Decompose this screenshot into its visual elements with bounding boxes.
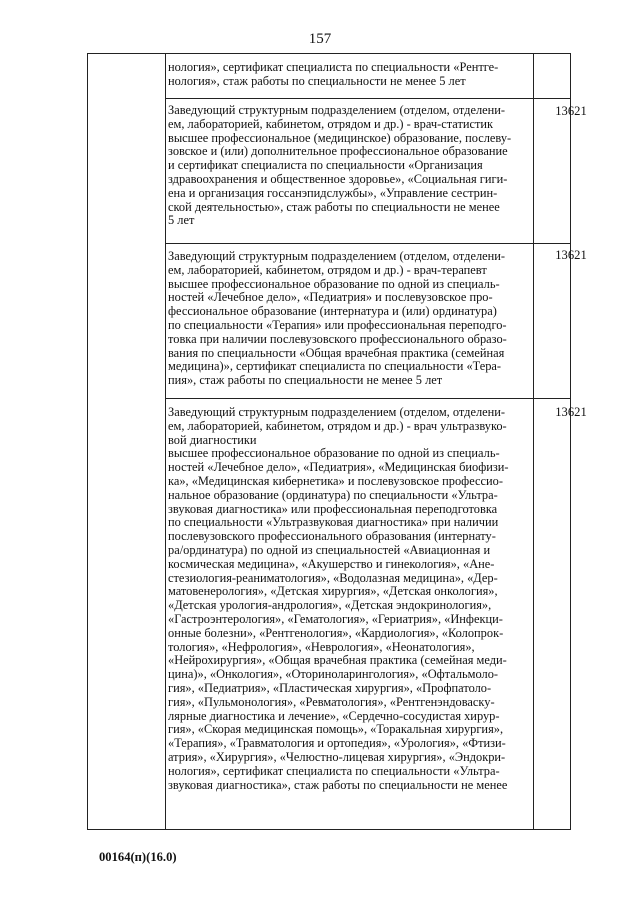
row-code: 13621 <box>555 405 587 419</box>
row-divider-1 <box>165 98 570 99</box>
table-row <box>165 104 533 228</box>
table-border-right <box>570 53 571 830</box>
table-border-bottom <box>87 829 570 830</box>
row-description: нология», сертификат специалиста по специальности «Рентге- нология», стаж работы по специальности не менее 5 лет <box>168 60 499 88</box>
row-code: 13621 <box>555 104 587 118</box>
table-border-left <box>87 53 88 830</box>
footer-code: 00164(п)(16.0) <box>99 850 177 864</box>
row-divider-3 <box>165 398 570 399</box>
table-row <box>165 61 533 89</box>
table-row <box>165 406 533 792</box>
document-table <box>87 53 587 830</box>
row-description: Заведующий структурным подразделением (отделом, отделени- ем, лабораторией, кабинетом, отрядом и др.) - врач-статистик высшее профессиональное (медицинское) образование, послеву- зовское и (или) дополнительное профессиональное образование и сертификат специалиста по специальности «Организация здравоохранения и общественное здоровье», «Социальная гиги- ена и организация госсанэпидслужбы», «Управление сестрин- ской деятельностью», стаж работы по специальности не менее 5 лет <box>168 103 512 228</box>
row-description: Заведующий структурным подразделением (отделом, отделени- ем, лабораторией, кабинетом, отрядом и др.) - врач-терапевт высшее профессиональное образование по одной из специаль- ностей «Лечебное дело», «Педиатрия» и послевузовское про- фессиональное образование (интернатура и (или) ординатура) по специальности «Терапия» или профессиональная переподго- товка при наличии послевузовского профессионального образо- вания по специальности «Общая врачебная практика (семейная медицина)», сертификат специалиста по специальности «Тера- пия», стаж работы по специальности не менее 5 лет <box>168 249 507 388</box>
row-description: Заведующий структурным подразделением (отделом, отделени- ем, лабораторией, кабинетом, отрядом и др.) - врач ультразвуко- вой диагностики высшее профессиональное образование по одной из специаль- ностей «Лечебное дело», «Педиатрия», «Медицинская биофизи- ка», «Медицинская кибернетика» и послевузовское профессио- нальное образование (ординатура) по специальности «Ультра- звуковая диагностика» или профессиональная переподготовка по специальности «Ультразвуковая диагностика» при наличии послевузовского профессионального образования (интернату- ра/ординатура) по одной из специальностей «Авиационная и космическая медицина», «Акушерство и гинекология», «Ане- стезиология-реаниматология», «Водолазная медицина», «Дер- матовенерология», «Детская хирургия», «Детская онкология», «Детская урология-андрология», «Детская эндокринология», «Гастроэнтерология», «Гематология», «Гериатрия», «Инфекци- онные болезни», «Рентгенология», «Кардиология», «Колопрок- тология», «Нефрология», «Неврология», «Неонатология», «Нейрохирургия», «Общая врачебная практика (семейная меди- цина)», «Онкология», «Оториноларингология», «Офтальмоло- гия», «Педиатрия», «Пластическая хирургия», «Профпатоло- гия», «Пульмонология», «Ревматология», «Рентгенэндоваску- лярные диагностика и лечение», «Сердечно-сосудистая хирур- гия», «Скорая медицинская помощь», «Торакальная хирургия», «Терапия», «Травматология и ортопедия», «Урология», «Фтизи- атрия», «Хирургия», «Челюстно-лицевая хирургия», «Эндокри- нология», сертификат специалиста по специальности «Ультра- звуковая диагностика», стаж работы по специальности не менее <box>168 405 509 792</box>
column-divider-2 <box>533 53 534 830</box>
table-row <box>165 250 533 388</box>
page-number: 157 <box>308 31 332 47</box>
row-divider-2 <box>165 243 570 244</box>
table-border-top <box>87 53 570 54</box>
row-code: 13621 <box>555 248 587 262</box>
